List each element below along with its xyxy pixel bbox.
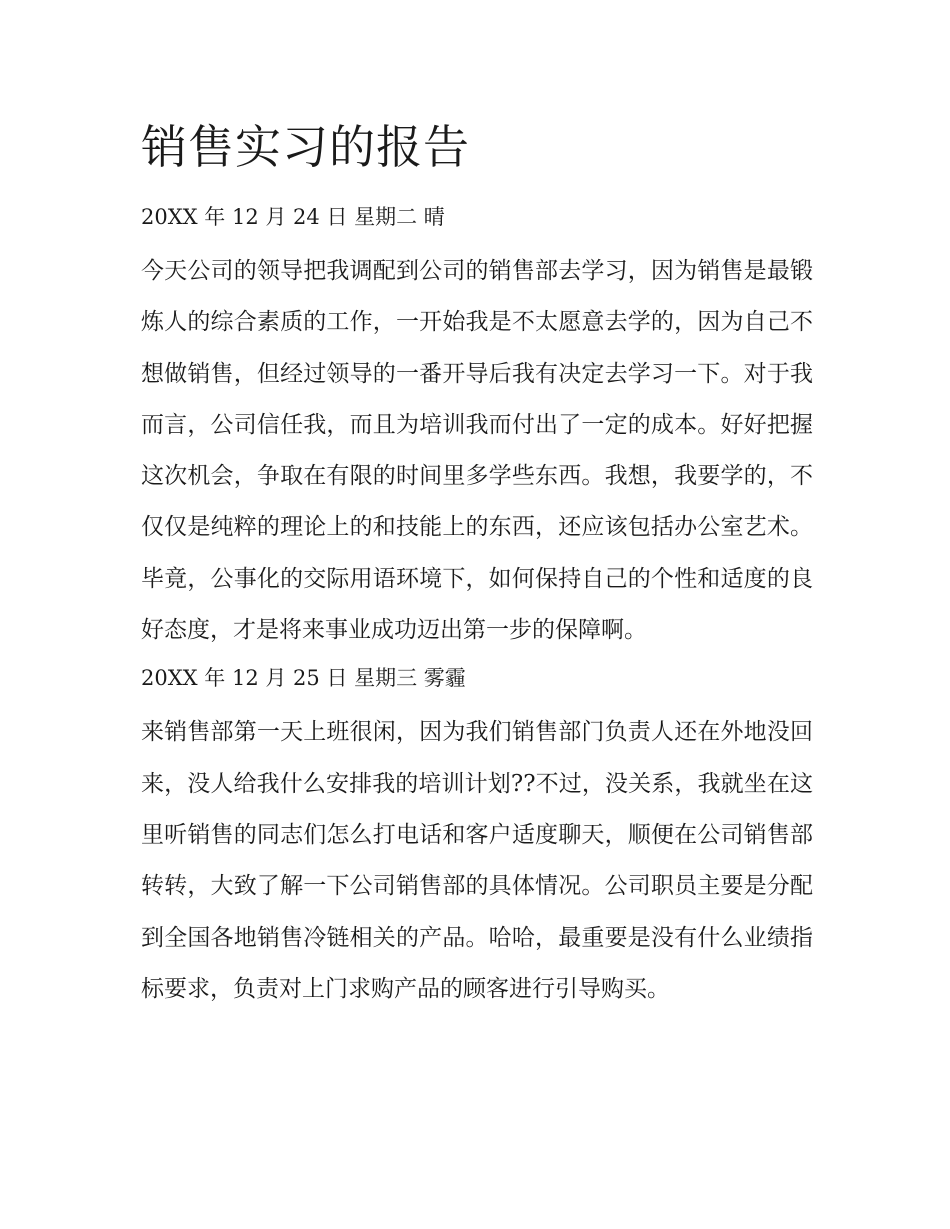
document-page [141,114,813,1020]
diary-entry [141,200,813,656]
entry-body: 今天公司的领导把我调配到公司的销售部去学习，因为销售是最锻炼人的综合素质的工作，一开始我是不太愿意去学的，因为自己不想做销售，但经过领导的一番开导后我有决定去学习一下。对于我而言，公司信任我，而且为培训我而付出了一定的成本。好好把握这次机会，争取在有限的时间里多学些东西。我想，我要学的，不仅仅是纯粹的理论上的和技能上的东西，还应该包括办公室艺术。毕竟，公事化的交际用语环境下，如何保持自己的个性和适度的良好态度，才是将来事业成功迈出第一步的保障啊。 [141,258,813,644]
diary-entry [141,661,813,1015]
entry-body: 来销售部第一天上班很闲，因为我们销售部门负责人还在外地没回来，没人给我什么安排我的培训计划??不过，没关系，我就坐在这里听销售的同志们怎么打电话和客户适度聊天，顺便在公司销售部转转，大致了解一下公司销售部的具体情况。公司职员主要是分配到全国各地销售冷链相关的产品。哈哈，最重要是没有什么业绩指标要求，负责对上门求购产品的顾客进行引导购买。 [141,719,813,1002]
document-title: 销售实习的报告 [141,120,470,174]
entry-date: 20XX 年 12 月 24 日 星期二 晴 [141,205,445,229]
entry-date: 20XX 年 12 月 25 日 星期三 雾霾 [141,666,466,691]
